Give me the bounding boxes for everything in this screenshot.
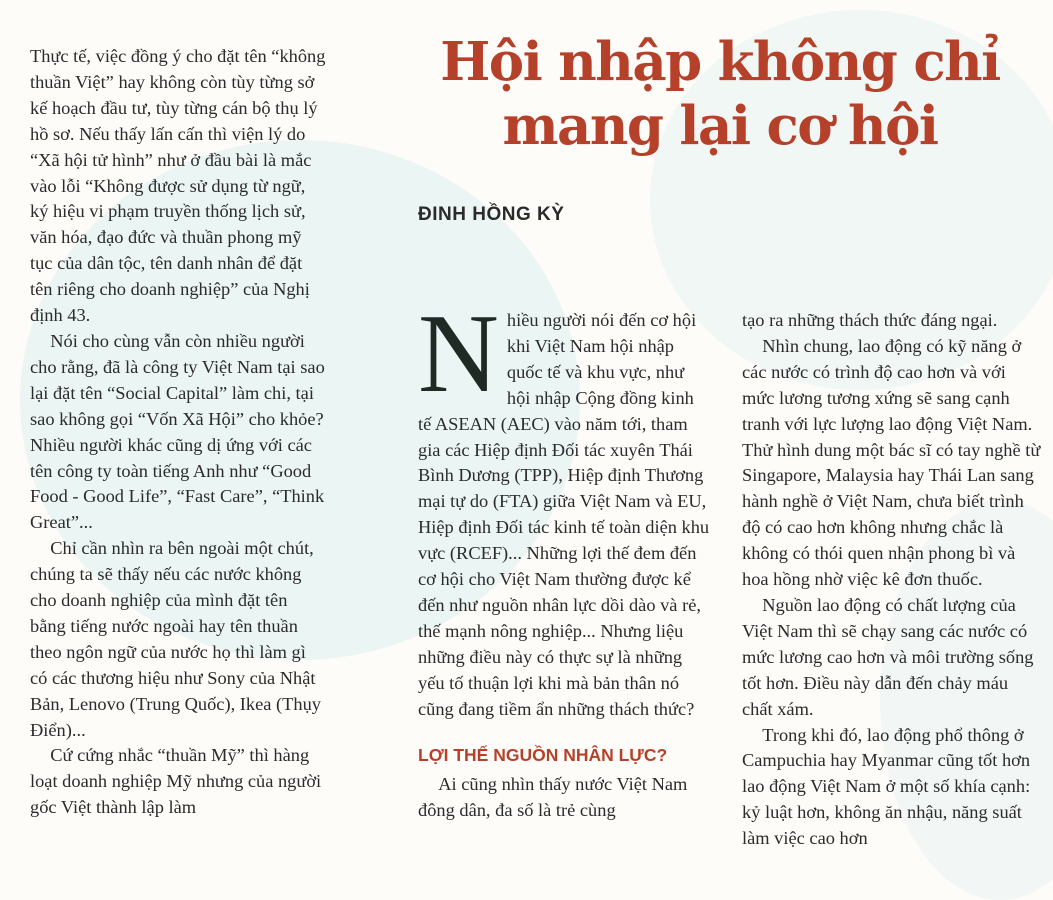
paragraph: Chỉ cần nhìn ra bên ngoài một chút, chúng ta sẽ thấy nếu các nước không cho doanh nghiệp của mình đặt tên bằng tiếng nước ngoài hay tên thuần theo ngôn ngữ của nước họ thì làm gì có các thương hiệu như Sony của Nhật Bản, Lenovo (Trung Quốc), Ikea (Thụy Điển)... [30, 538, 321, 740]
headline-line: mang lại cơ hội [502, 95, 938, 157]
paragraph: Thực tế, việc đồng ý cho đặt tên “không thuần Việt” hay không còn tùy từng sở kế hoạch đầu tư, tùy từng cán bộ thụ lý hồ sơ. Nếu thấy lấn cấn thì viện lý do “Xã hội tử hình” như ở đầu bài là mắc vào lỗi “Không được sử dụng từ ngữ, ký hiệu vi phạm truyền thống lịch sử, văn hóa, đạo đức và thuần phong mỹ tục của dân tộc, tên danh nhân để đặt tên riêng cho doanh nghiệp” của Nghị định 43. [30, 46, 326, 326]
paragraph: Nhìn chung, lao động có kỹ năng ở các nước có trình độ cao hơn và với mức lương tương xứng sẽ sang cạnh tranh với lực lượng lao động Việt Nam. Thử hình dung một bác sĩ có tay nghề từ Singapore, Malaysia hay Thái Lan sang hành nghề ở Việt Nam, chưa biết trình độ có cao hơn không nhưng chắc là không có thói quen nhận phong bì và hoa hồng nhờ việc kê đơn thuốc. [742, 335, 1041, 590]
paragraph: tạo ra những thách thức đáng ngại. [742, 310, 998, 330]
paragraph: Nói cho cùng vẫn còn nhiều người cho rằng, đã là công ty Việt Nam tại sao lại đặt tên “Social Capital” làm chi, tại sao không gọi “Vốn Xã Hội” cho khỏe? Nhiều người khác cũng dị ứng với các tên công ty toàn tiếng Anh như “Good Food - Good Life”, “Fast Care”, “Think Great”... [30, 330, 325, 533]
paragraph: Trong khi đó, lao động phổ thông ở Campuchia hay Myanmar cũng tốt hơn lao động Việt Nam ở một số khía cạnh: kỷ luật hơn, không ăn nhậu, năng suất làm việc cao hơn [742, 724, 1031, 849]
drop-cap: N [418, 292, 499, 416]
article-headline [400, 30, 1040, 158]
lead-paragraph [418, 292, 710, 723]
text-column-middle [418, 292, 710, 824]
lead-text: hiều người nói đến cơ hội khi Việt Nam hội nhập quốc tế và khu vực, như hội nhập Cộng đồng kinh tế ASEAN (AEC) vào năm tới, tham gia các Hiệp định Đối tác xuyên Thái Bình Dương (TPP), Hiệp định Thương mại tự do (FTA) giữa Việt Nam và EU, Hiệp định Đối tác kinh tế toàn diện khu vực (RCEF)... Những lợi thế đem đến cơ hội cho Việt Nam thường được kể đến như nguồn nhân lực dồi dào và rẻ, thế mạnh nông nghiệp... Nhưng liệu những điều này có thực sự là những yếu tố thuận lợi khi mà bản thân nó cũng đang tiềm ẩn những thách thức? [418, 310, 710, 719]
paragraph: Ai cũng nhìn thấy nước Việt Nam đông dân, đa số là trẻ cùng [418, 774, 688, 821]
section-subheading: LỢI THẾ NGUỒN NHÂN LỰC? [418, 744, 668, 765]
headline-line: Hội nhập không chỉ [440, 31, 1000, 93]
author-byline: ĐINH HỒNG KỲ [418, 204, 565, 225]
paragraph: Cứ cứng nhắc “thuần Mỹ” thì hàng loạt doanh nghiệp Mỹ nhưng của người gốc Việt thành lập làm [30, 745, 322, 818]
text-column-left [30, 44, 326, 821]
text-column-right [742, 308, 1042, 852]
paragraph: Nguồn lao động có chất lượng của Việt Nam thì sẽ chạy sang các nước có mức lương cao hơn và môi trường sống tốt hơn. Điều này dẫn đến chảy máu chất xám. [742, 594, 1034, 719]
